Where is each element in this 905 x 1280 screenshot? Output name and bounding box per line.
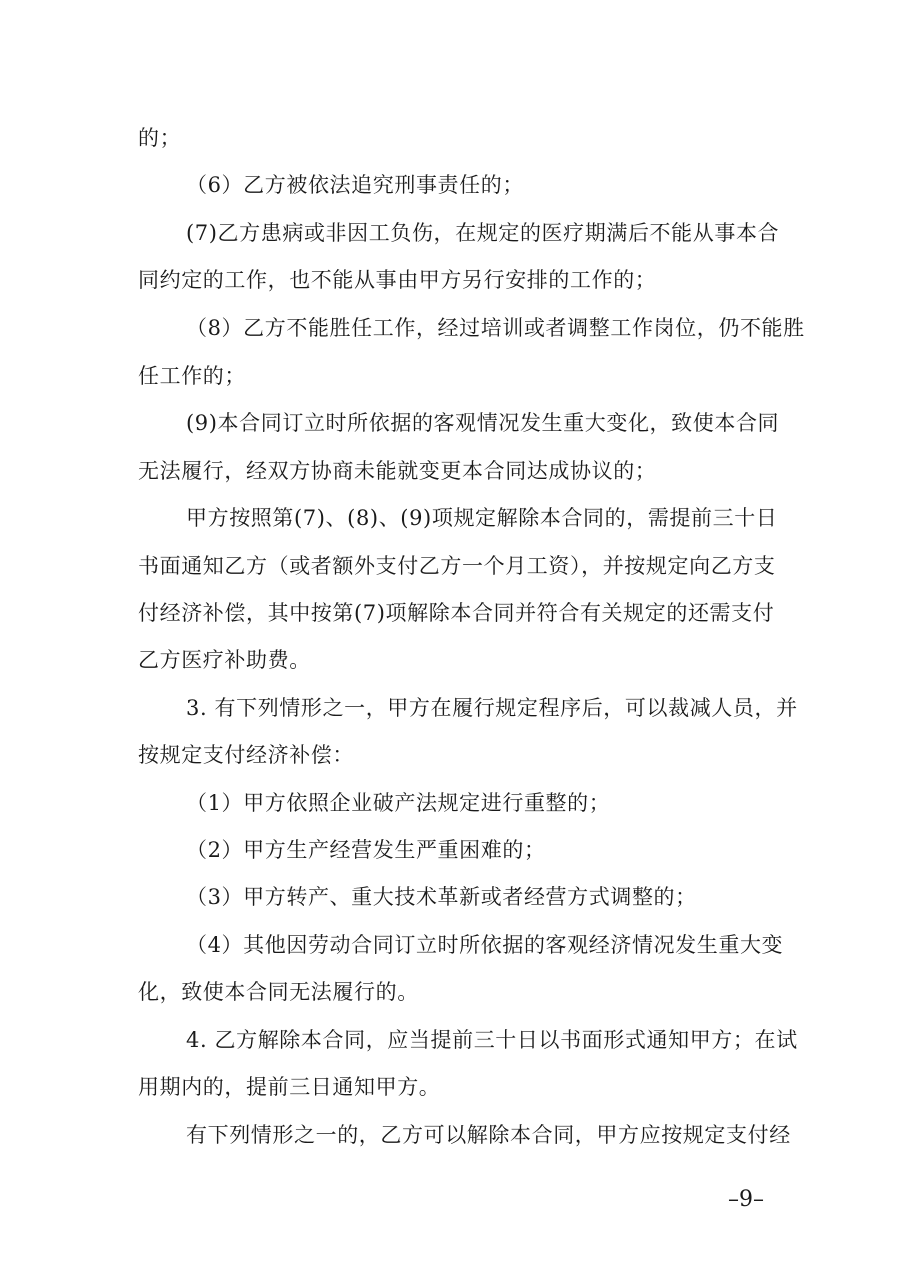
text-line: 的； xyxy=(138,126,182,150)
text-line: （3）甲方转产、重大技术革新或者经营方式调整的； xyxy=(186,885,697,909)
text-line: 按规定支付经济补偿： xyxy=(138,743,354,767)
text-line: 有下列情形之一的，乙方可以解除本合同，甲方应按规定支付经 xyxy=(186,1123,791,1147)
text-line: (9)本合同订立时所依据的客观情况发生重大变化，致使本合同 xyxy=(186,411,780,435)
text-line: （1）甲方依照企业破产法规定进行重整的； xyxy=(186,791,611,815)
text-line: （4）其他因劳动合同订立时所依据的客观经济情况发生重大变 xyxy=(186,933,784,957)
text-line: 4. 乙方解除本合同，应当提前三十日以书面形式通知甲方；在试 xyxy=(186,1028,798,1052)
text-line: 用期内的，提前三日通知甲方。 xyxy=(138,1075,441,1099)
text-line: 乙方医疗补助费。 xyxy=(138,648,311,672)
text-line: 同约定的工作，也不能从事由甲方另行安排的工作的； xyxy=(138,268,657,292)
text-line: 任工作的； xyxy=(138,364,246,388)
text-line: 书面通知乙方（或者额外支付乙方一个月工资），并按规定向乙方支 xyxy=(138,554,776,578)
text-line: (7)乙方患病或非因工负伤，在规定的医疗期满后不能从事本合 xyxy=(186,221,780,245)
text-line: （6）乙方被依法追究刑事责任的； xyxy=(186,173,524,197)
text-line: 无法履行，经双方协商未能就变更本合同达成协议的； xyxy=(138,459,657,483)
page-number: –9– xyxy=(728,1187,764,1212)
text-line: （2）甲方生产经营发生严重困难的； xyxy=(186,838,546,862)
text-line: 化，致使本合同无法履行的。 xyxy=(138,980,419,1004)
text-line: 甲方按照第(7)、(8)、(9)项规定解除本合同的，需提前三十日 xyxy=(186,506,778,530)
text-line: （8）乙方不能胜任工作，经过培训或者调整工作岗位，仍不能胜 xyxy=(186,316,805,340)
text-line: 付经济补偿，其中按第(7)项解除本合同并符合有关规定的还需支付 xyxy=(138,601,775,625)
text-line: 3. 有下列情形之一，甲方在履行规定程序后，可以裁减人员，并 xyxy=(186,696,798,720)
